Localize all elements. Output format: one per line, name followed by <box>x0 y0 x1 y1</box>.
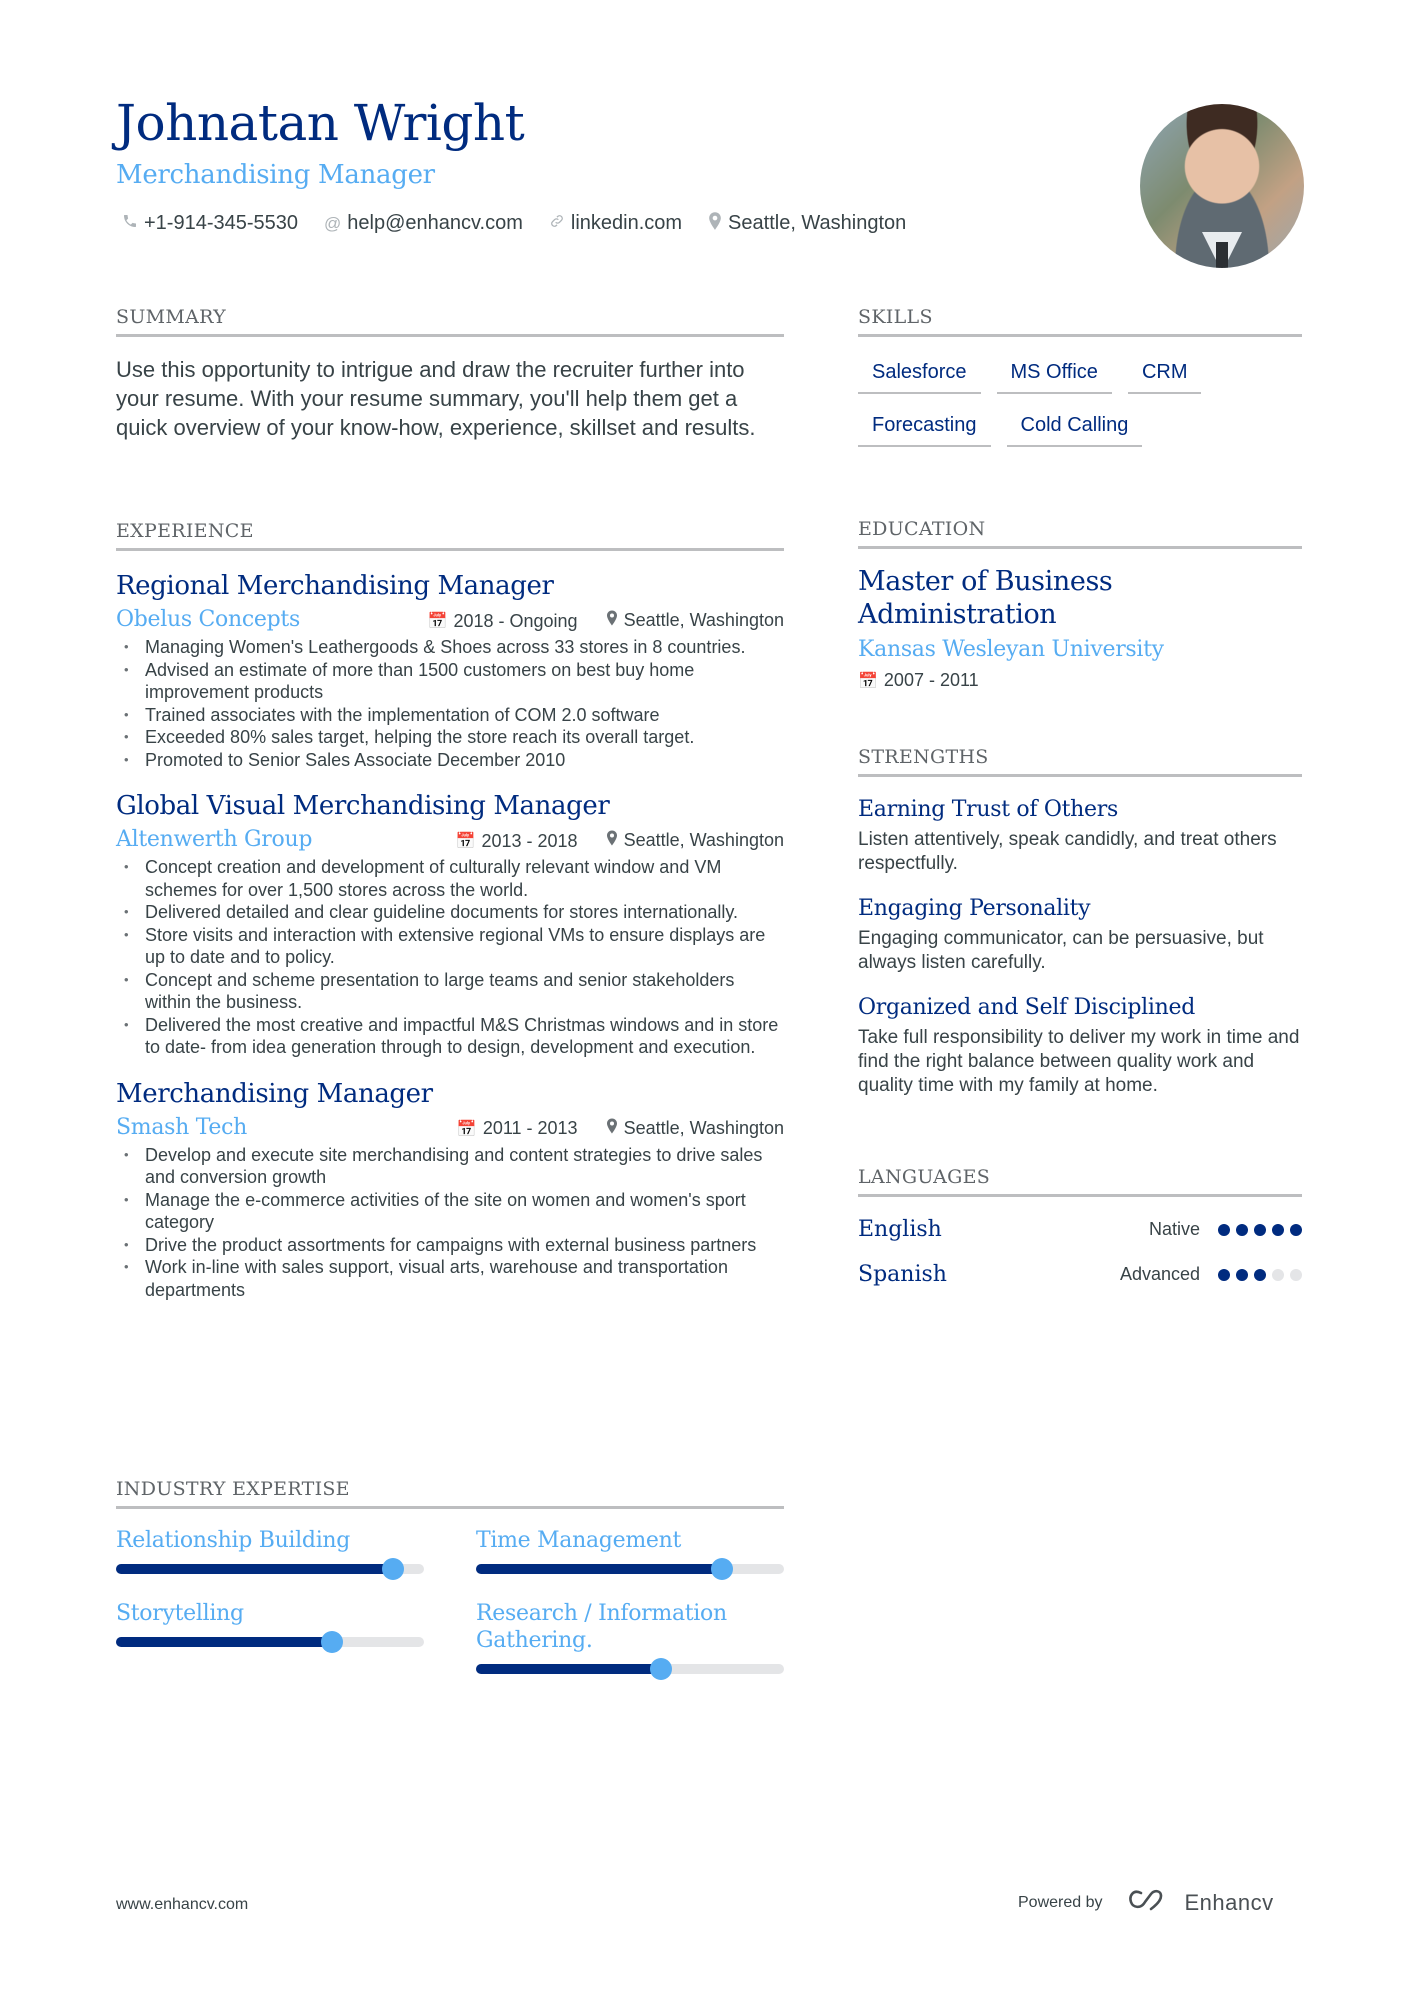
candidate-name: Johnatan Wright <box>116 94 525 152</box>
job-title: Merchandising Manager <box>116 1078 433 1109</box>
section-heading: INDUSTRY EXPERTISE <box>116 1478 784 1509</box>
proficiency-dot <box>1290 1224 1302 1236</box>
contact-location-label: Seattle, Washington <box>728 212 907 234</box>
location-icon <box>606 1118 618 1139</box>
brand-name: Enhancv <box>1184 1890 1274 1915</box>
expertise-label: Relationship Building <box>116 1528 351 1553</box>
calendar-icon: 📅 <box>858 672 878 690</box>
skills-section <box>858 306 1302 447</box>
job-title: Global Visual Merchandising Manager <box>116 791 610 821</box>
calendar-icon: 📅 <box>456 1120 477 1138</box>
job-location: Seattle, Washington <box>623 610 784 630</box>
contact-phone-label: +1-914-345-5530 <box>144 212 299 234</box>
summary-section <box>116 306 784 442</box>
section-heading: SKILLS <box>858 306 1302 337</box>
bullet-item: • Delivered detailed and clear guideline documents for stores internationally. <box>116 901 784 924</box>
bullet-item: • Develop and execute site merchandising and content strategies to drive sales and conversion growth <box>116 1144 784 1189</box>
strengths-section <box>858 746 1302 1098</box>
job-location: Seattle, Washington <box>623 1117 784 1138</box>
job-bullets <box>116 636 784 771</box>
at-icon: @ <box>324 213 342 233</box>
bullet-item: • Store visits and interaction with extensive regional VMs to ensure displays are up to date and to policy. <box>116 924 784 969</box>
expertise-item <box>116 1600 424 1674</box>
strength-item <box>858 995 1302 1098</box>
strength-title: Engaging Personality <box>858 896 1091 921</box>
skill-tag: CRM <box>1128 355 1202 394</box>
strength-title: Organized and Self Disciplined <box>858 995 1196 1020</box>
bullet-item: • Exceeded 80% sales target, helping the store reach its overall target. <box>116 726 784 749</box>
strength-desc: Listen attentively, speak candidly, and treat others respectfully. <box>858 829 1277 874</box>
bullet-item: • Delivered the most creative and impactful M&S Christmas windows and in store to date- from idea generation through to design, development and execution. <box>116 1014 784 1059</box>
strength-desc: Engaging communicator, can be persuasive, but always listen carefully. <box>858 928 1264 973</box>
job-company: Obelus Concepts <box>116 607 300 632</box>
bullet-item: • Trained associates with the implementation of COM 2.0 software <box>116 704 784 727</box>
job-entry <box>116 791 784 1059</box>
expertise-label: Research / Information Gathering. <box>476 1601 727 1653</box>
contact-bar <box>122 212 906 235</box>
job-bullets <box>116 856 784 1059</box>
edu-degree: Master of Business Administration <box>858 566 1113 630</box>
proficiency-dot <box>1272 1269 1284 1281</box>
location-icon <box>606 830 618 851</box>
slider-knob <box>382 1558 404 1580</box>
job-company: Smash Tech <box>116 1114 247 1140</box>
contact-email[interactable] <box>324 212 523 235</box>
edu-dates: 2007 - 2011 <box>883 670 979 690</box>
industry-expertise-section <box>116 1478 784 1674</box>
bullet-item: • Advised an estimate of more than 1500 customers on best buy home improvement products <box>116 659 784 704</box>
job-title: Regional Merchandising Manager <box>116 571 554 601</box>
job-entry <box>116 1079 784 1302</box>
slider-knob <box>711 1558 733 1580</box>
proficiency-dot <box>1254 1269 1266 1281</box>
job-entry <box>116 571 784 771</box>
job-location: Seattle, Washington <box>623 830 784 850</box>
proficiency-dots <box>1218 1224 1302 1236</box>
bullet-item: • Manage the e-commerce activities of the site on women and women's sport category <box>116 1189 784 1234</box>
languages-section <box>858 1166 1302 1287</box>
strength-desc: Take full responsibility to deliver my work in time and find the right balance between quality work and quality time with my family at home. <box>858 1027 1300 1096</box>
job-dates: 2013 - 2018 <box>481 830 578 851</box>
profile-photo <box>1140 104 1304 268</box>
language-level: Native <box>1148 1219 1200 1239</box>
language-item <box>858 1262 1302 1287</box>
summary-text: Use this opportunity to intrigue and draw the recruiter further into your resume. With your resume summary, you'll help them get a quick overview of your know-how, experience, skillset and results. <box>116 357 756 440</box>
contact-linkedin-label: linkedin.com <box>570 212 683 234</box>
contact-linkedin[interactable] <box>549 212 682 235</box>
candidate-title: Merchandising Manager <box>116 160 435 190</box>
calendar-icon: 📅 <box>455 833 476 850</box>
job-dates: 2018 - Ongoing <box>453 610 578 631</box>
calendar-icon: 📅 <box>427 613 448 630</box>
skill-tag: Salesforce <box>858 355 981 394</box>
slider-knob <box>321 1631 343 1653</box>
expertise-label: Storytelling <box>116 1601 244 1626</box>
section-heading: SUMMARY <box>116 306 784 337</box>
link-icon <box>549 213 565 234</box>
section-heading: LANGUAGES <box>858 1166 1302 1197</box>
bullet-item: • Concept and scheme presentation to large teams and senior stakeholders within the business. <box>116 969 784 1014</box>
expertise-item <box>476 1527 784 1574</box>
expertise-slider <box>476 1664 784 1674</box>
expertise-label: Time Management <box>476 1528 682 1553</box>
job-dates: 2011 - 2013 <box>482 1118 578 1138</box>
bullet-item: • Promoted to Senior Sales Associate December 2010 <box>116 749 784 772</box>
section-heading: EXPERIENCE <box>116 520 784 551</box>
skill-tag: MS Office <box>997 355 1112 394</box>
contact-phone[interactable] <box>122 212 298 235</box>
location-icon <box>606 610 618 631</box>
expertise-item <box>116 1527 424 1574</box>
bullet-item: • Managing Women's Leathergoods & Shoes across 33 stores in 8 countries. <box>116 636 784 659</box>
footer-branding[interactable] <box>1018 1888 1274 1918</box>
skill-tag: Cold Calling <box>1007 408 1143 447</box>
powered-by-label: Powered by <box>1018 1894 1103 1911</box>
slider-knob <box>650 1658 672 1680</box>
proficiency-dot <box>1272 1224 1284 1236</box>
section-heading: EDUCATION <box>858 518 1302 549</box>
language-level: Advanced <box>1119 1264 1200 1284</box>
contact-email-label: help@enhancv.com <box>347 212 523 234</box>
section-heading: STRENGTHS <box>858 746 1302 777</box>
language-name: Spanish <box>858 1262 947 1287</box>
expertise-slider <box>116 1637 424 1647</box>
job-bullets <box>116 1144 784 1302</box>
expertise-item <box>476 1600 784 1674</box>
language-name: English <box>858 1217 942 1242</box>
language-item <box>858 1217 1302 1242</box>
strength-title: Earning Trust of Others <box>858 797 1118 822</box>
location-icon <box>708 212 722 235</box>
proficiency-dot <box>1236 1224 1248 1236</box>
bullet-item: • Drive the product assortments for campaigns with external business partners <box>116 1234 784 1257</box>
proficiency-dot <box>1218 1224 1230 1236</box>
footer-website-link[interactable]: www.enhancv.com <box>116 1896 249 1913</box>
proficiency-dot <box>1254 1224 1266 1236</box>
experience-section <box>116 520 784 1301</box>
job-company: Altenwerth Group <box>116 827 313 852</box>
expertise-slider <box>476 1564 784 1574</box>
expertise-slider <box>116 1564 424 1574</box>
strength-item <box>858 797 1302 876</box>
bullet-item: • Work in-line with sales support, visual arts, warehouse and transportation departments <box>116 1256 784 1301</box>
skill-tag: Forecasting <box>858 408 991 447</box>
contact-location <box>708 212 906 235</box>
edu-school: Kansas Wesleyan University <box>858 637 1164 662</box>
strength-item <box>858 896 1302 975</box>
education-section <box>858 518 1302 691</box>
proficiency-dot <box>1290 1269 1302 1281</box>
enhancv-logo-icon <box>1127 1888 1173 1918</box>
proficiency-dot <box>1236 1269 1248 1281</box>
proficiency-dot <box>1218 1269 1230 1281</box>
proficiency-dots <box>1218 1269 1302 1281</box>
bullet-item: • Concept creation and development of culturally relevant window and VM schemes for over 1,500 stores across the world. <box>116 856 784 901</box>
phone-icon <box>122 213 138 234</box>
